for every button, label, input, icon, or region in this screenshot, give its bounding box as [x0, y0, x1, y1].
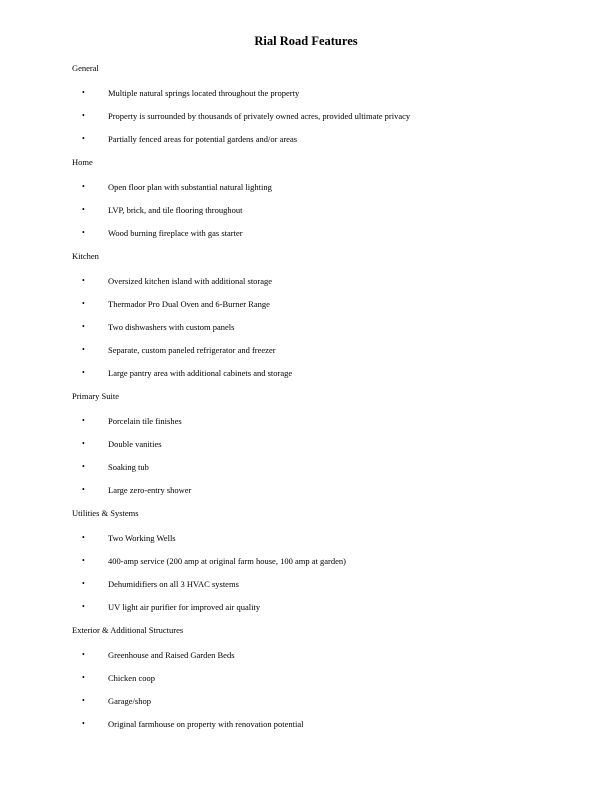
bullet-icon: • — [82, 182, 85, 191]
bullet-icon: • — [82, 416, 85, 425]
list-item — [72, 275, 552, 287]
section-heading: Utilities & Systems — [72, 508, 139, 518]
feature-section — [72, 390, 552, 496]
feature-list — [72, 415, 552, 496]
list-item — [72, 227, 552, 239]
list-item — [72, 578, 552, 590]
bullet-icon: • — [82, 602, 85, 611]
list-item — [72, 87, 552, 99]
bullet-icon: • — [82, 696, 85, 705]
list-item-text: Large zero-entry shower — [108, 485, 192, 495]
feature-section — [72, 507, 552, 613]
list-item-text: Oversized kitchen island with additional storage — [108, 276, 273, 286]
bullet-icon: • — [82, 345, 85, 354]
list-item-text: Partially fenced areas for potential gardens and/or areas — [108, 134, 298, 144]
list-item — [72, 367, 552, 379]
list-item-text: Original farmhouse on property with renovation potential — [108, 719, 304, 729]
bullet-icon: • — [82, 228, 85, 237]
list-item-text: 400-amp service (200 amp at original farm house, 100 amp at garden) — [108, 556, 346, 566]
feature-section — [72, 62, 552, 145]
list-item-text: Porcelain tile finishes — [108, 416, 182, 426]
list-item-text: Open floor plan with substantial natural lighting — [108, 182, 272, 192]
list-item-text: Property is surrounded by thousands of privately owned acres, provided ultimate privacy — [108, 111, 411, 121]
feature-sections — [72, 62, 552, 741]
bullet-icon: • — [82, 205, 85, 214]
bullet-icon: • — [82, 111, 85, 120]
list-item — [72, 415, 552, 427]
list-item — [72, 298, 552, 310]
list-item-text: Dehumidifiers on all 3 HVAC systems — [108, 579, 239, 589]
list-item-text: LVP, brick, and tile flooring throughout — [108, 205, 243, 215]
list-item — [72, 718, 552, 730]
list-item-text: Two Working Wells — [108, 533, 176, 543]
bullet-icon: • — [82, 276, 85, 285]
section-heading: Exterior & Additional Structures — [72, 625, 184, 635]
list-item-text: Soaking tub — [108, 462, 149, 472]
list-item-text: Chicken coop — [108, 673, 155, 683]
list-item — [72, 672, 552, 684]
section-heading: Primary Suite — [72, 391, 119, 401]
list-item-text: Garage/shop — [108, 696, 151, 706]
bullet-icon: • — [82, 368, 85, 377]
list-item-text: Separate, custom paneled refrigerator and freezer — [108, 345, 276, 355]
list-item — [72, 181, 552, 193]
list-item — [72, 438, 552, 450]
list-item — [72, 649, 552, 661]
bullet-icon: • — [82, 299, 85, 308]
list-item-text: Thermador Pro Dual Oven and 6-Burner Range — [108, 299, 270, 309]
document-title: Rial Road Features — [254, 34, 358, 48]
bullet-icon: • — [82, 579, 85, 588]
section-heading: General — [72, 63, 99, 73]
list-item — [72, 110, 552, 122]
list-item — [72, 532, 552, 544]
bullet-icon: • — [82, 556, 85, 565]
list-item-text: Greenhouse and Raised Garden Beds — [108, 650, 235, 660]
bullet-icon: • — [82, 673, 85, 682]
bullet-icon: • — [82, 485, 85, 494]
feature-list — [72, 181, 552, 239]
bullet-icon: • — [82, 88, 85, 97]
bullet-icon: • — [82, 462, 85, 471]
feature-section — [72, 250, 552, 379]
list-item — [72, 461, 552, 473]
bullet-icon: • — [82, 650, 85, 659]
feature-list — [72, 87, 552, 145]
feature-list — [72, 275, 552, 379]
list-item — [72, 484, 552, 496]
feature-section — [72, 156, 552, 239]
bullet-icon: • — [82, 322, 85, 331]
list-item — [72, 695, 552, 707]
list-item-text: Double vanities — [108, 439, 162, 449]
bullet-icon: • — [82, 439, 85, 448]
bullet-icon: • — [82, 719, 85, 728]
section-heading: Kitchen — [72, 251, 99, 261]
feature-section — [72, 624, 552, 730]
list-item-text: UV light air purifier for improved air quality — [108, 602, 261, 612]
list-item — [72, 601, 552, 613]
list-item — [72, 344, 552, 356]
list-item-text: Multiple natural springs located throughout the property — [108, 88, 300, 98]
section-heading: Home — [72, 157, 93, 167]
feature-list — [72, 649, 552, 730]
list-item — [72, 133, 552, 145]
list-item-text: Two dishwashers with custom panels — [108, 322, 235, 332]
list-item-text: Large pantry area with additional cabinets and storage — [108, 368, 293, 378]
feature-list — [72, 532, 552, 613]
list-item — [72, 555, 552, 567]
list-item — [72, 204, 552, 216]
list-item — [72, 321, 552, 333]
list-item-text: Wood burning fireplace with gas starter — [108, 228, 243, 238]
bullet-icon: • — [82, 134, 85, 143]
bullet-icon: • — [82, 533, 85, 542]
